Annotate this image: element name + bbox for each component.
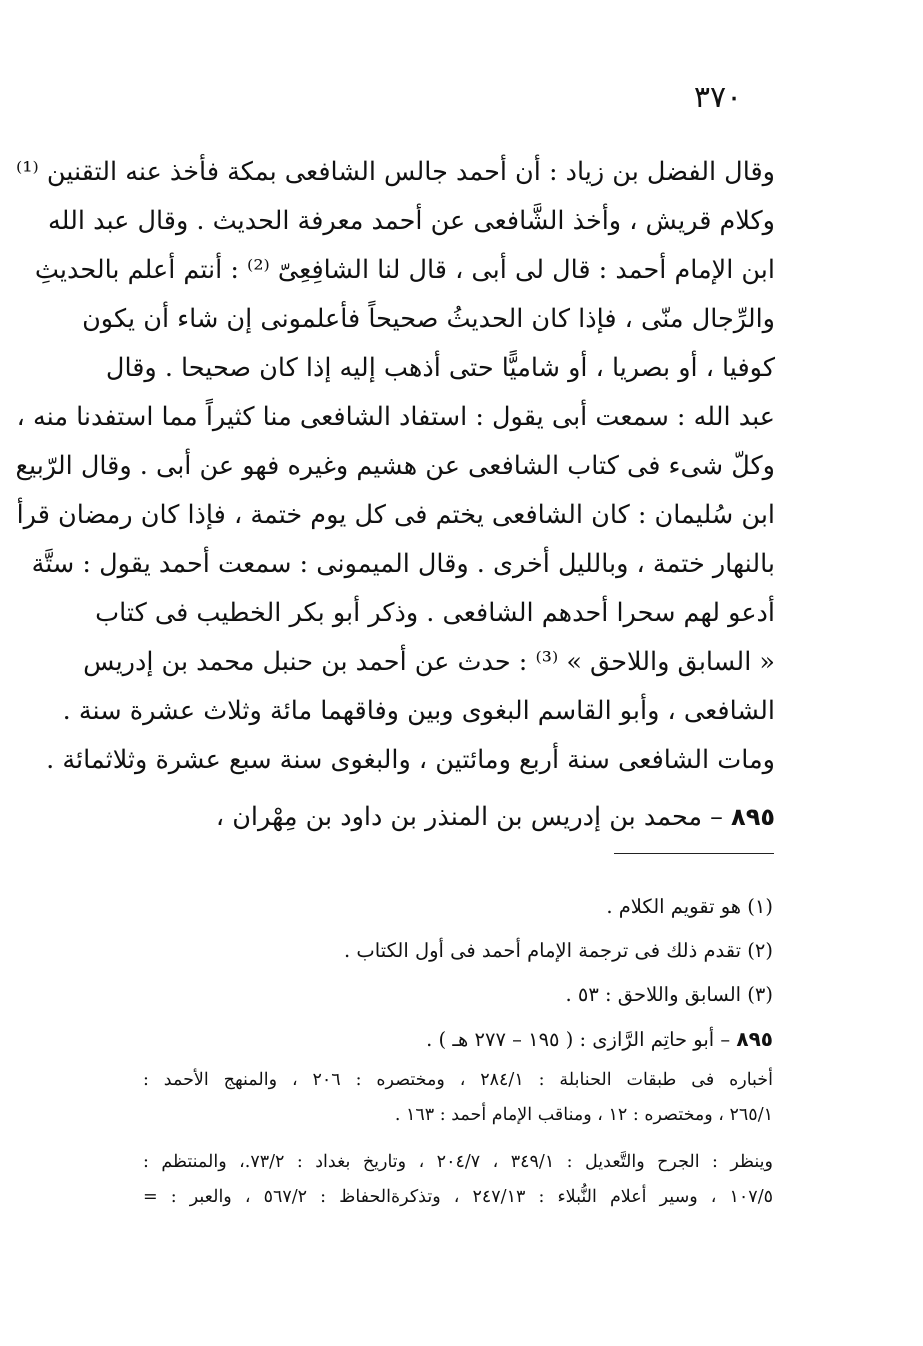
footnote: (١) هو تقويم الكلام .: [606, 895, 773, 918]
main-text: [15, 148, 775, 842]
source-line: ٢٦٥/١ ، ومختصره : ١٢ ، ومناقب الإمام أحمد : ١٦٣ .: [394, 1105, 773, 1125]
text-line: الشافعى ، وأبو القاسم البغوى وبين وفاقهما مائة وثلاث عشرة سنة .: [62, 696, 775, 726]
text-line: وكلام قريش ، وأخذ الشَّافعى عن أحمد معرفة الحديث . وقال عبد الله: [48, 206, 775, 236]
text-line: عبد الله : سمعت أبى يقول : استفاد الشافعى منا كثيراً مما استفدنا منه ،: [16, 402, 775, 432]
biography-entry-heading: [147, 793, 775, 842]
footnote-entry-title: – أبو حاتِم الرَّازى : ( ١٩٥ – ٢٧٧ هـ ) .: [426, 1028, 731, 1051]
sources-block: [143, 1063, 773, 1133]
text-line: ابن الإمام أحمد : قال لى أبى ، قال لنا الشافِعِىّ ⁽²⁾ : أنتم أعلم بالحديثِ: [34, 255, 775, 285]
text-line: أدعو لهم سحرا أحدهم الشافعى . وذكر أبو بكر الخطيب فى كتاب: [95, 598, 775, 628]
text-line: والرِّجال منّى ، فإذا كان الحديثُ صحيحاً فأعلمونى إن شاء أن يكون: [82, 304, 775, 334]
text-line: وكلّ شىء فى كتاب الشافعى عن هشيم وغيره فهو عن أبى . وقال الرّبيع: [15, 451, 775, 481]
source-line: أخباره فى طبقات الحنابلة : ٢٨٤/١ ، ومختصره : ٢٠٦ ، والمنهج الأحمد :: [143, 1070, 773, 1090]
entry-title: – محمد بن إدريس بن المنذر بن داود بن مِهْران ،: [215, 802, 723, 832]
entry-number: ٨٩٥: [731, 803, 775, 831]
page-number: ٣٧٠: [693, 80, 743, 115]
text-line: كوفيا ، أو بصريا ، أو شاميًّا حتى أذهب إليه إذا كان صحيحا . وقال: [105, 353, 775, 383]
text-line: وقال الفضل بن زياد : أن أحمد جالس الشافعى بمكة فأخذ عنه التقنين ⁽¹⁾: [15, 157, 775, 187]
sources-block: [143, 1145, 773, 1215]
footnote-entry-heading: [143, 1017, 773, 1061]
text-line: « السابق واللاحق » ⁽³⁾ : حدث عن أحمد بن حنبل محمد بن إدريس: [83, 647, 775, 677]
footnote-entry-number: ٨٩٥: [736, 1027, 773, 1051]
footnote: (٣) السابق واللاحق : ٥٣ .: [565, 983, 773, 1006]
source-line: وينظر : الجرح والتَّعديل : ٣٤٩/١ ، ٢٠٤/٧ ، وتاريخ بغداد : ٧٣/٢.، والمنتظم :: [143, 1152, 773, 1172]
footnote: (٢) تقدم ذلك فى ترجمة الإمام أحمد فى أول الكتاب .: [344, 939, 773, 962]
text-line: ومات الشافعى سنة أربع ومائتين ، والبغوى سنة سبع عشرة وثلاثمائة .: [46, 745, 775, 775]
footnotes: [143, 885, 773, 1215]
text-line: بالنهار ختمة ، وبالليل أخرى . وقال الميمونى : سمعت أحمد يقول : ستَّة: [31, 549, 775, 579]
footnote-separator: [614, 853, 774, 854]
text-line: ابن سُليمان : كان الشافعى يختم فى كل يوم ختمة ، فإذا كان رمضان قرأ: [16, 500, 775, 530]
source-line: ١٠٧/٥ ، وسير أعلام النُّبلاء : ٢٤٧/١٣ ، وتذكرةالحفاظ : ٥٦٧/٢ ، والعبر : =: [143, 1187, 773, 1207]
